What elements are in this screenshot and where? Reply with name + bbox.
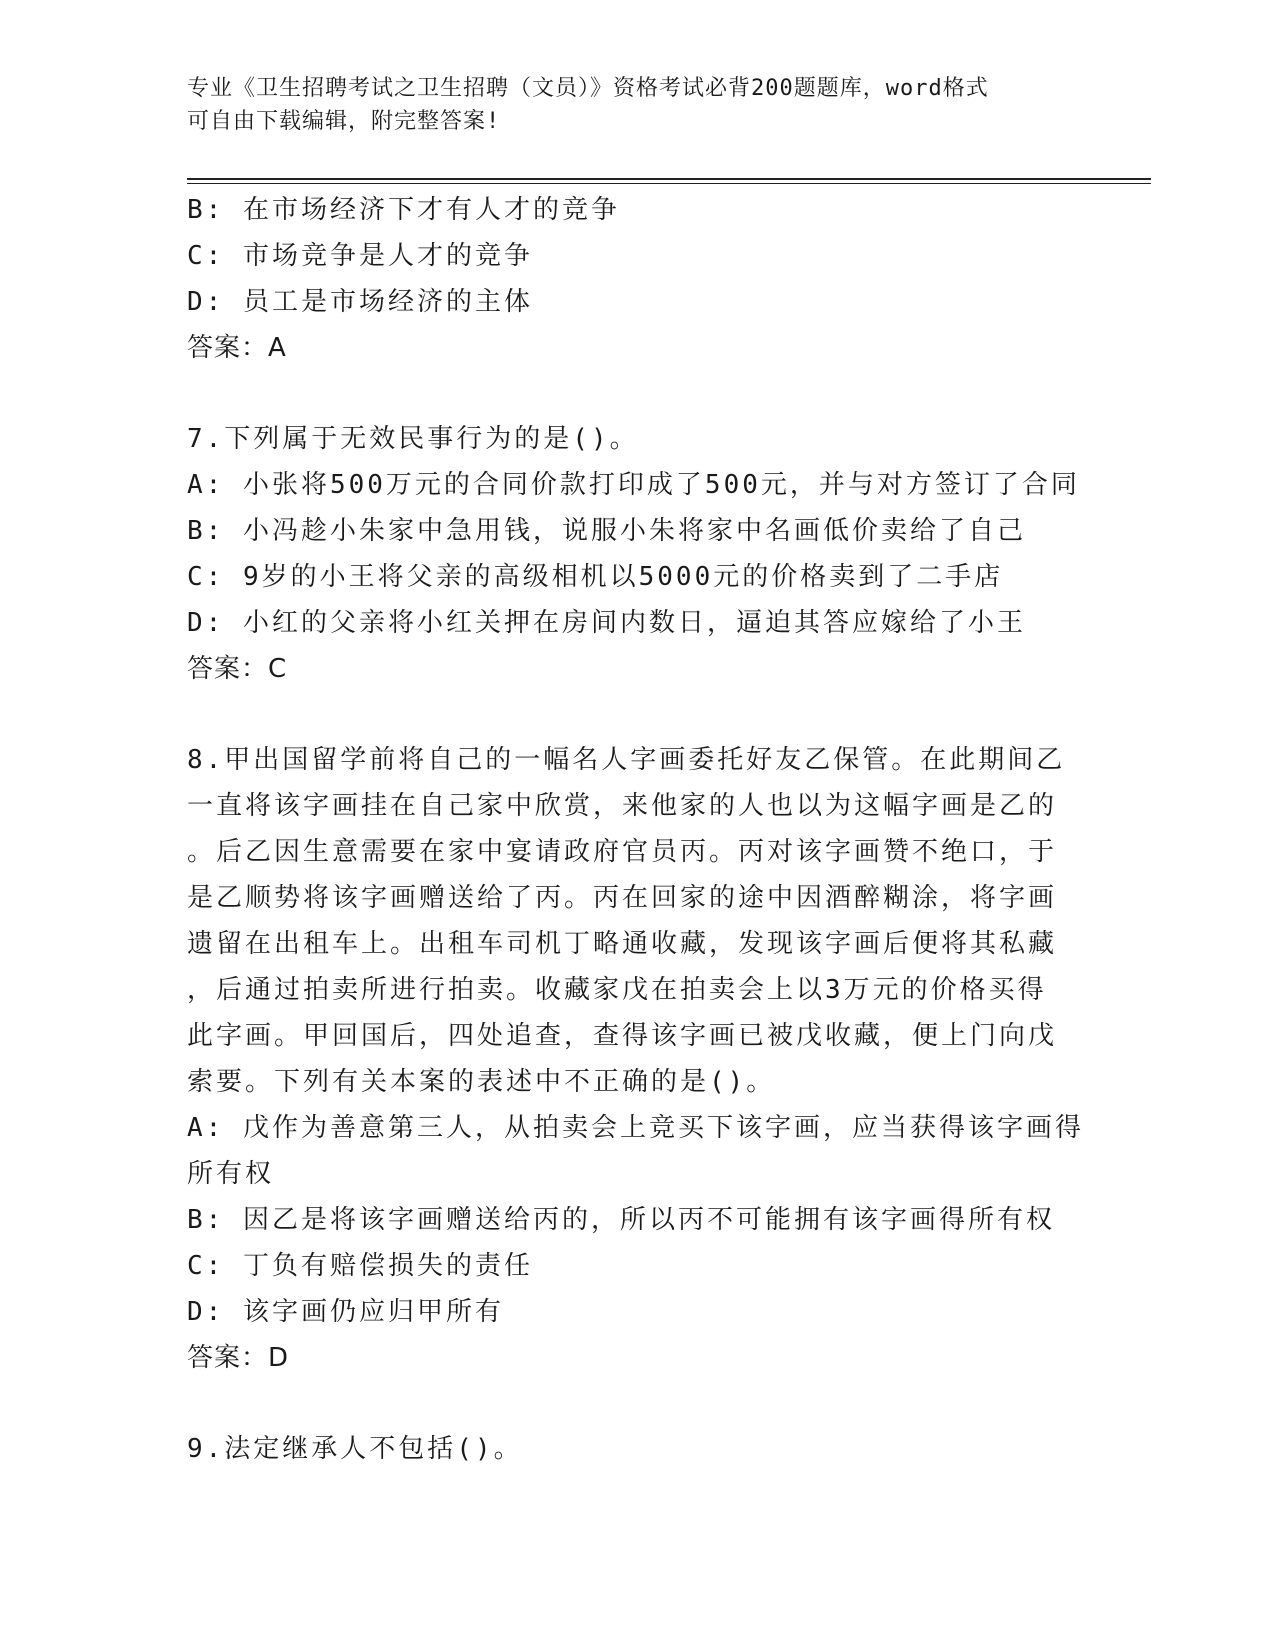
question-8: [187, 737, 1087, 1381]
question-stem-line: 此字画。甲回国后，四处追查，查得该字画已被戊收藏，便上门向戊: [187, 1021, 1058, 1051]
option-a-continued: 所有权: [187, 1159, 275, 1189]
question-stem-line: 遗留在出租车上。出租车司机丁略通收藏，发现该字画后便将其私藏: [187, 929, 1058, 959]
answer-line: 答案：A: [187, 333, 287, 363]
question-stem-line: 。后乙因生意需要在家中宴请政府官员丙。丙对该字画赞不绝口，于: [187, 837, 1058, 867]
spacer: [187, 1381, 1087, 1426]
header-title-line-2: 可自由下载编辑，附完整答案!: [187, 109, 501, 134]
option-b: B: 在市场经济下才有人才的竞争: [187, 195, 620, 225]
spacer: [187, 371, 1087, 416]
question-7: [187, 416, 1087, 692]
previous-question-tail: [187, 187, 1087, 371]
option-c: C: 市场竞争是人才的竞争: [187, 241, 533, 271]
option-d: D: 员工是市场经济的主体: [187, 287, 533, 317]
header-title-line-1: 专业《卫生招聘考试之卫生招聘（文员）》资格考试必背200题题库，word格式: [187, 76, 989, 101]
spacer: [187, 692, 1087, 737]
question-stem-line: 一直将该字画挂在自己家中欣赏，来他家的人也以为这幅字画是乙的: [187, 791, 1058, 821]
option-c: C: 9岁的小王将父亲的高级相机以5000元的价格卖到了二手店: [187, 562, 1004, 592]
header-divider-thick: [187, 178, 1151, 180]
question-stem: 7.下列属于无效民事行为的是()。: [187, 424, 639, 454]
question-stem-line: 索要。下列有关本案的表述中不正确的是()。: [187, 1067, 776, 1097]
answer-line: 答案：C: [187, 654, 288, 684]
option-c: C: 丁负有赔偿损失的责任: [187, 1251, 533, 1281]
option-b: B: 因乙是将该字画赠送给丙的，所以丙不可能拥有该字画得所有权: [187, 1205, 1055, 1235]
answer-line: 答案：D: [187, 1343, 290, 1373]
question-stem-line: 是乙顺势将该字画赠送给了丙。丙在回家的途中因酒醉糊涂，将字画: [187, 883, 1058, 913]
option-b: B: 小冯趁小朱家中急用钱，说服小朱将家中名画低价卖给了自己: [187, 516, 1026, 546]
option-a: A: 小张将500万元的合同价款打印成了500元，并与对方签订了合同: [187, 470, 1080, 500]
option-a: A: 戊作为善意第三人，从拍卖会上竞买下该字画，应当获得该字画得: [187, 1113, 1084, 1143]
question-stem: 9.法定继承人不包括()。: [187, 1434, 523, 1464]
question-9: [187, 1426, 1087, 1472]
header-divider-thin: [187, 183, 1151, 184]
document-body: [187, 187, 1087, 1472]
question-stem-line: 8.甲出国留学前将自己的一幅名人字画委托好友乙保管。在此期间乙: [187, 745, 1066, 775]
option-d: D: 小红的父亲将小红关押在房间内数日，逼迫其答应嫁给了小王: [187, 608, 1026, 638]
question-stem-line: ，后通过拍卖所进行拍卖。收藏家戊在拍卖会上以3万元的价格买得: [187, 975, 1047, 1005]
document-header: [187, 72, 1067, 138]
option-d: D: 该字画仍应归甲所有: [187, 1297, 504, 1327]
